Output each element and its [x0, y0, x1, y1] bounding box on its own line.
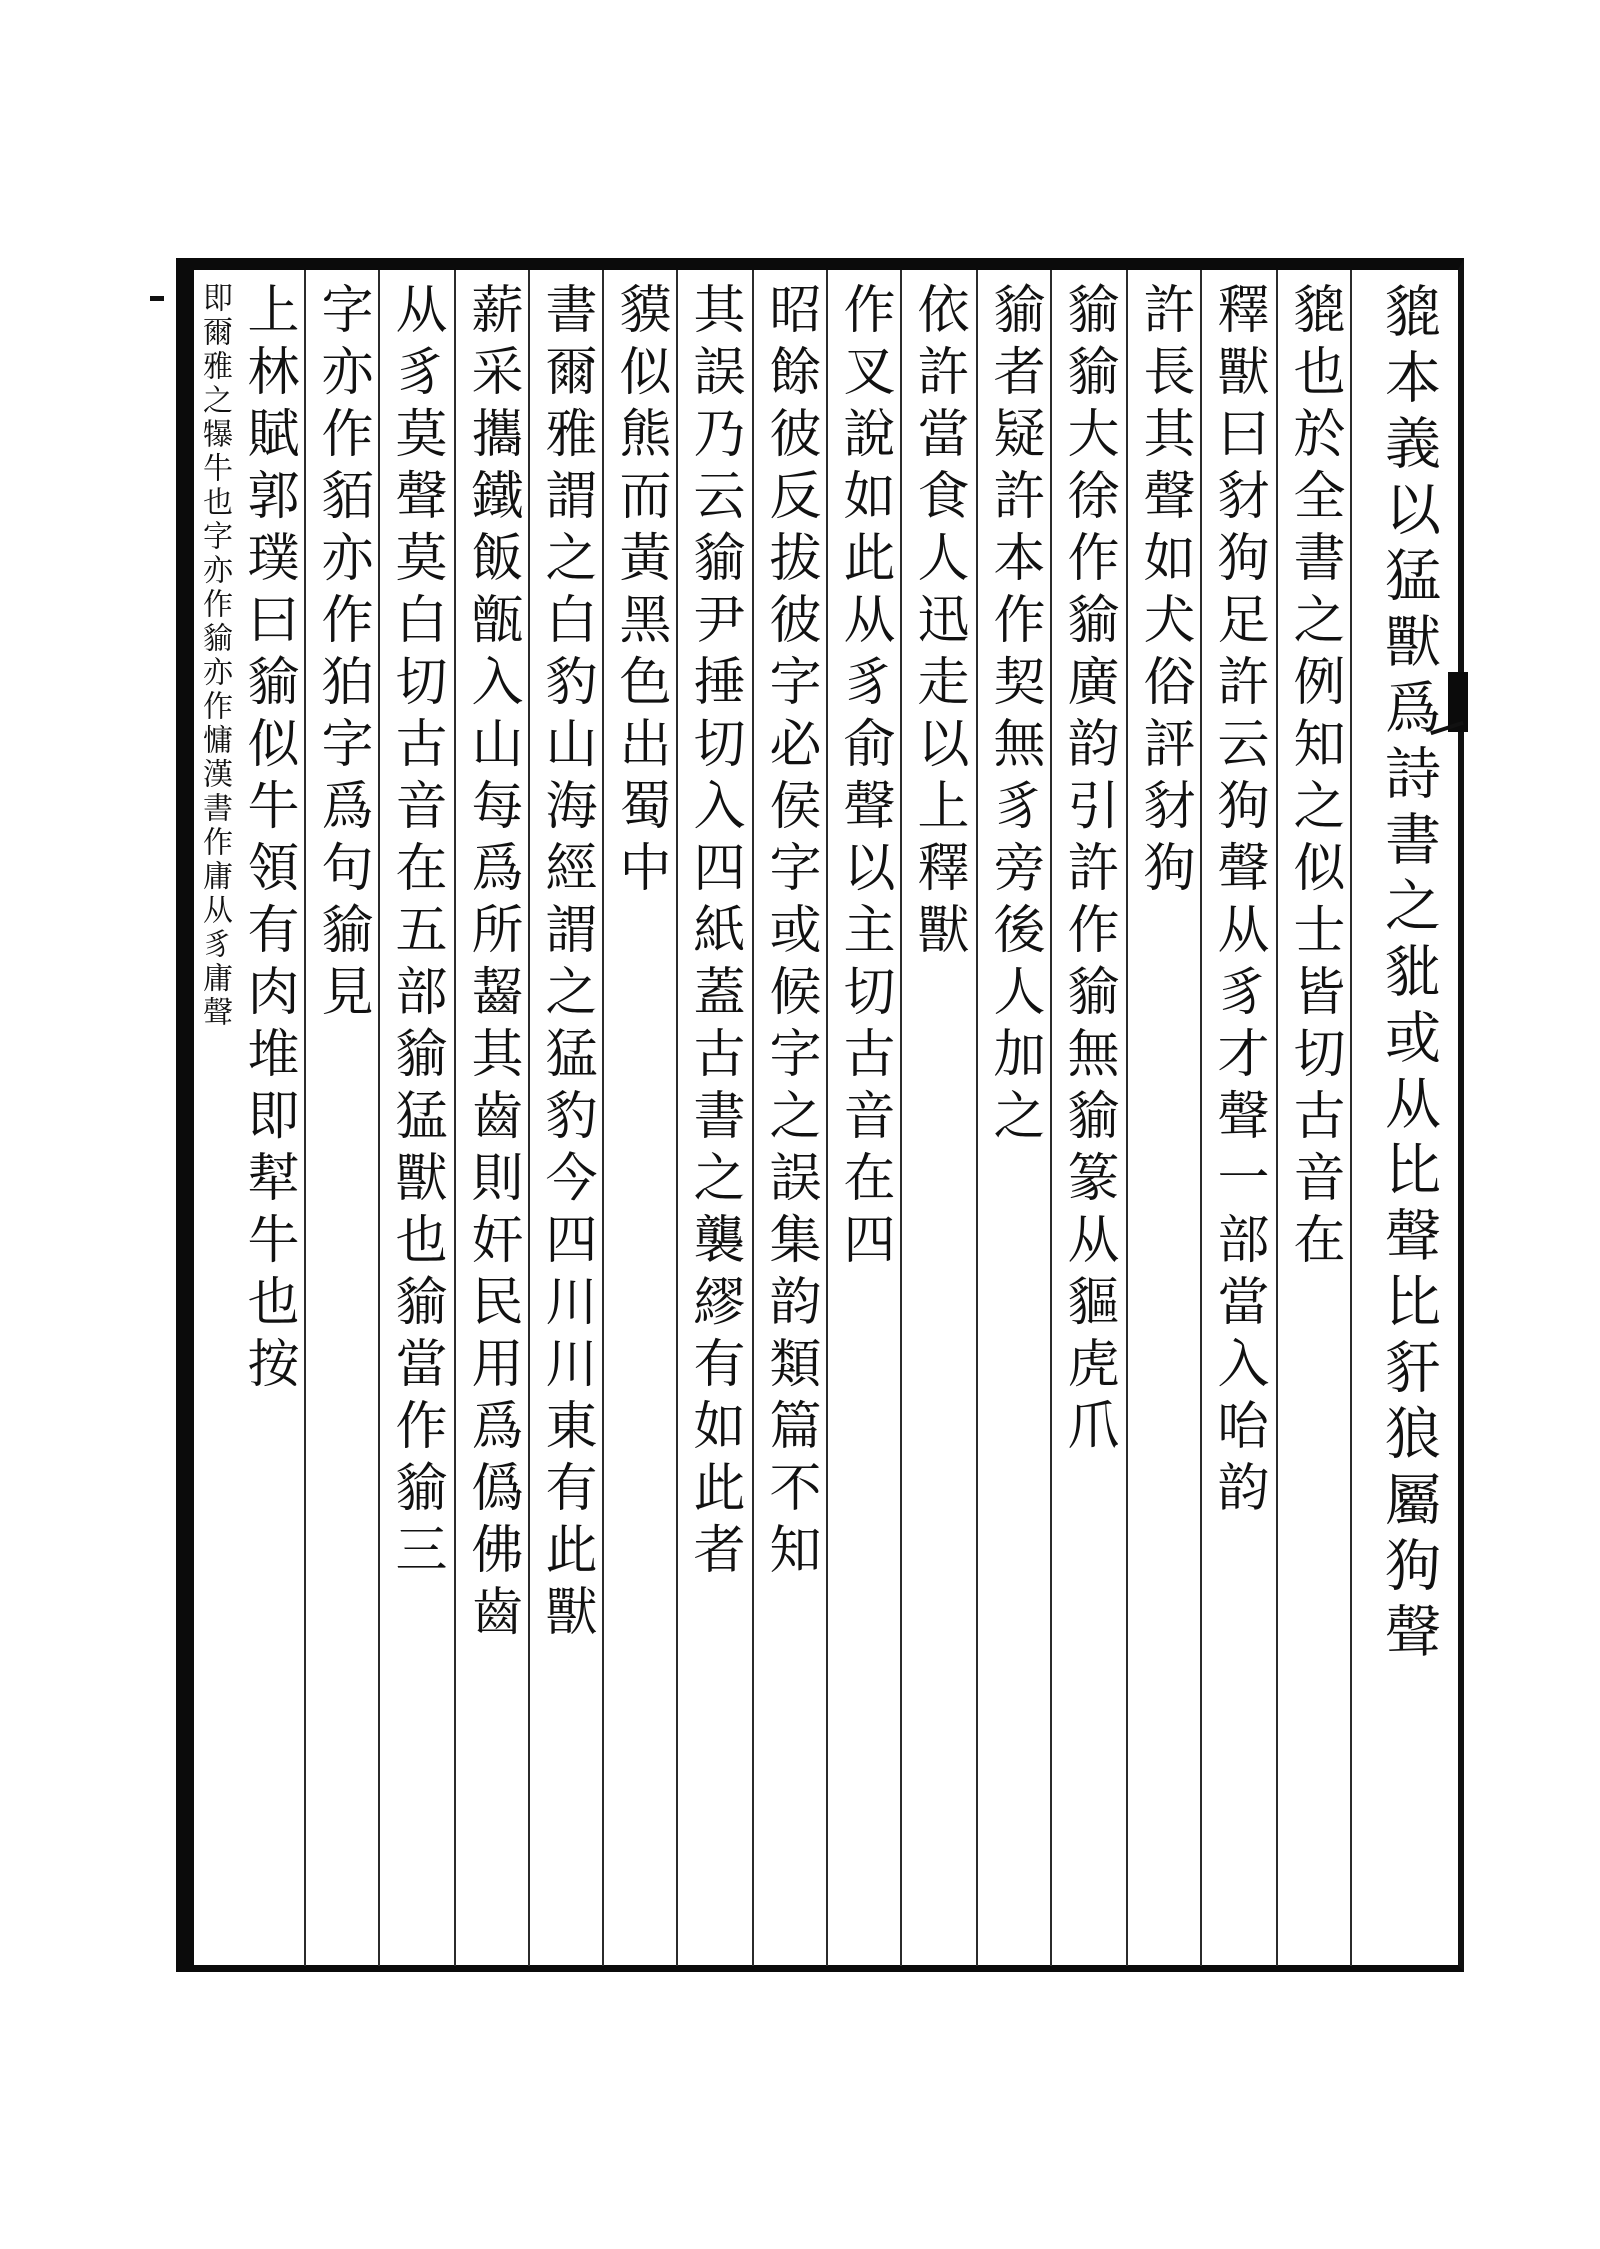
text-column-5: 貐貐大徐作貐廣韵引許作貐無貐篆从貙虎爪 [1058, 282, 1118, 1460]
text-column-4: 許長其聲如犬俗評豺狗 [1134, 282, 1194, 902]
text-column-2: 貔也於全書之例知之似士皆切古音在 [1284, 282, 1344, 1274]
text-column-12: 書爾雅謂之白豹山海經謂之猛豹今四川川東有此獸 [536, 282, 596, 1646]
text-column-3: 釋獸曰豺狗足許云狗聲从豸才聲一部當入咍韵 [1208, 282, 1268, 1522]
text-column-11: 貘似熊而黃黑色出蜀中 [610, 282, 670, 902]
text-column-16: 上林賦郭璞曰貐似牛領有肉堆即犎牛也按 [238, 282, 298, 1398]
text-column-10: 其誤乃云貐尹捶切入四紙蓋古書之襲繆有如此者 [684, 282, 744, 1584]
text-column-15: 字亦作貊亦作狛字爲句貐見 [312, 282, 372, 1026]
text-column-8: 作叉說如此从豸俞聲以主切古音在四 [834, 282, 894, 1274]
text-column-17: 即爾雅之犦牛也字亦作貐亦作慵漢書作庸从豸庸聲 [197, 282, 232, 1030]
text-column-1: 貔本義以猛獸爲詩書之豼或从比聲比豻狼屬狗聲 [1376, 282, 1441, 1668]
margin-tick-mark [150, 296, 164, 301]
text-column-7: 依許當食人迅走以上釋獸 [908, 282, 968, 964]
text-column-9: 昭餘彼反拔彼字必侯字或候字之誤集韵類篇不知 [760, 282, 820, 1584]
text-column-14: 从豸莫聲莫白切古音在五部貐猛獸也貐當作貐三 [386, 282, 446, 1584]
text-column-13: 薪采攜鐵飯甑入山每爲所齧其齒則奸民用爲僞佛齒 [462, 282, 522, 1646]
text-column-6: 貐者疑許本作契無豸旁後人加之 [984, 282, 1044, 1150]
